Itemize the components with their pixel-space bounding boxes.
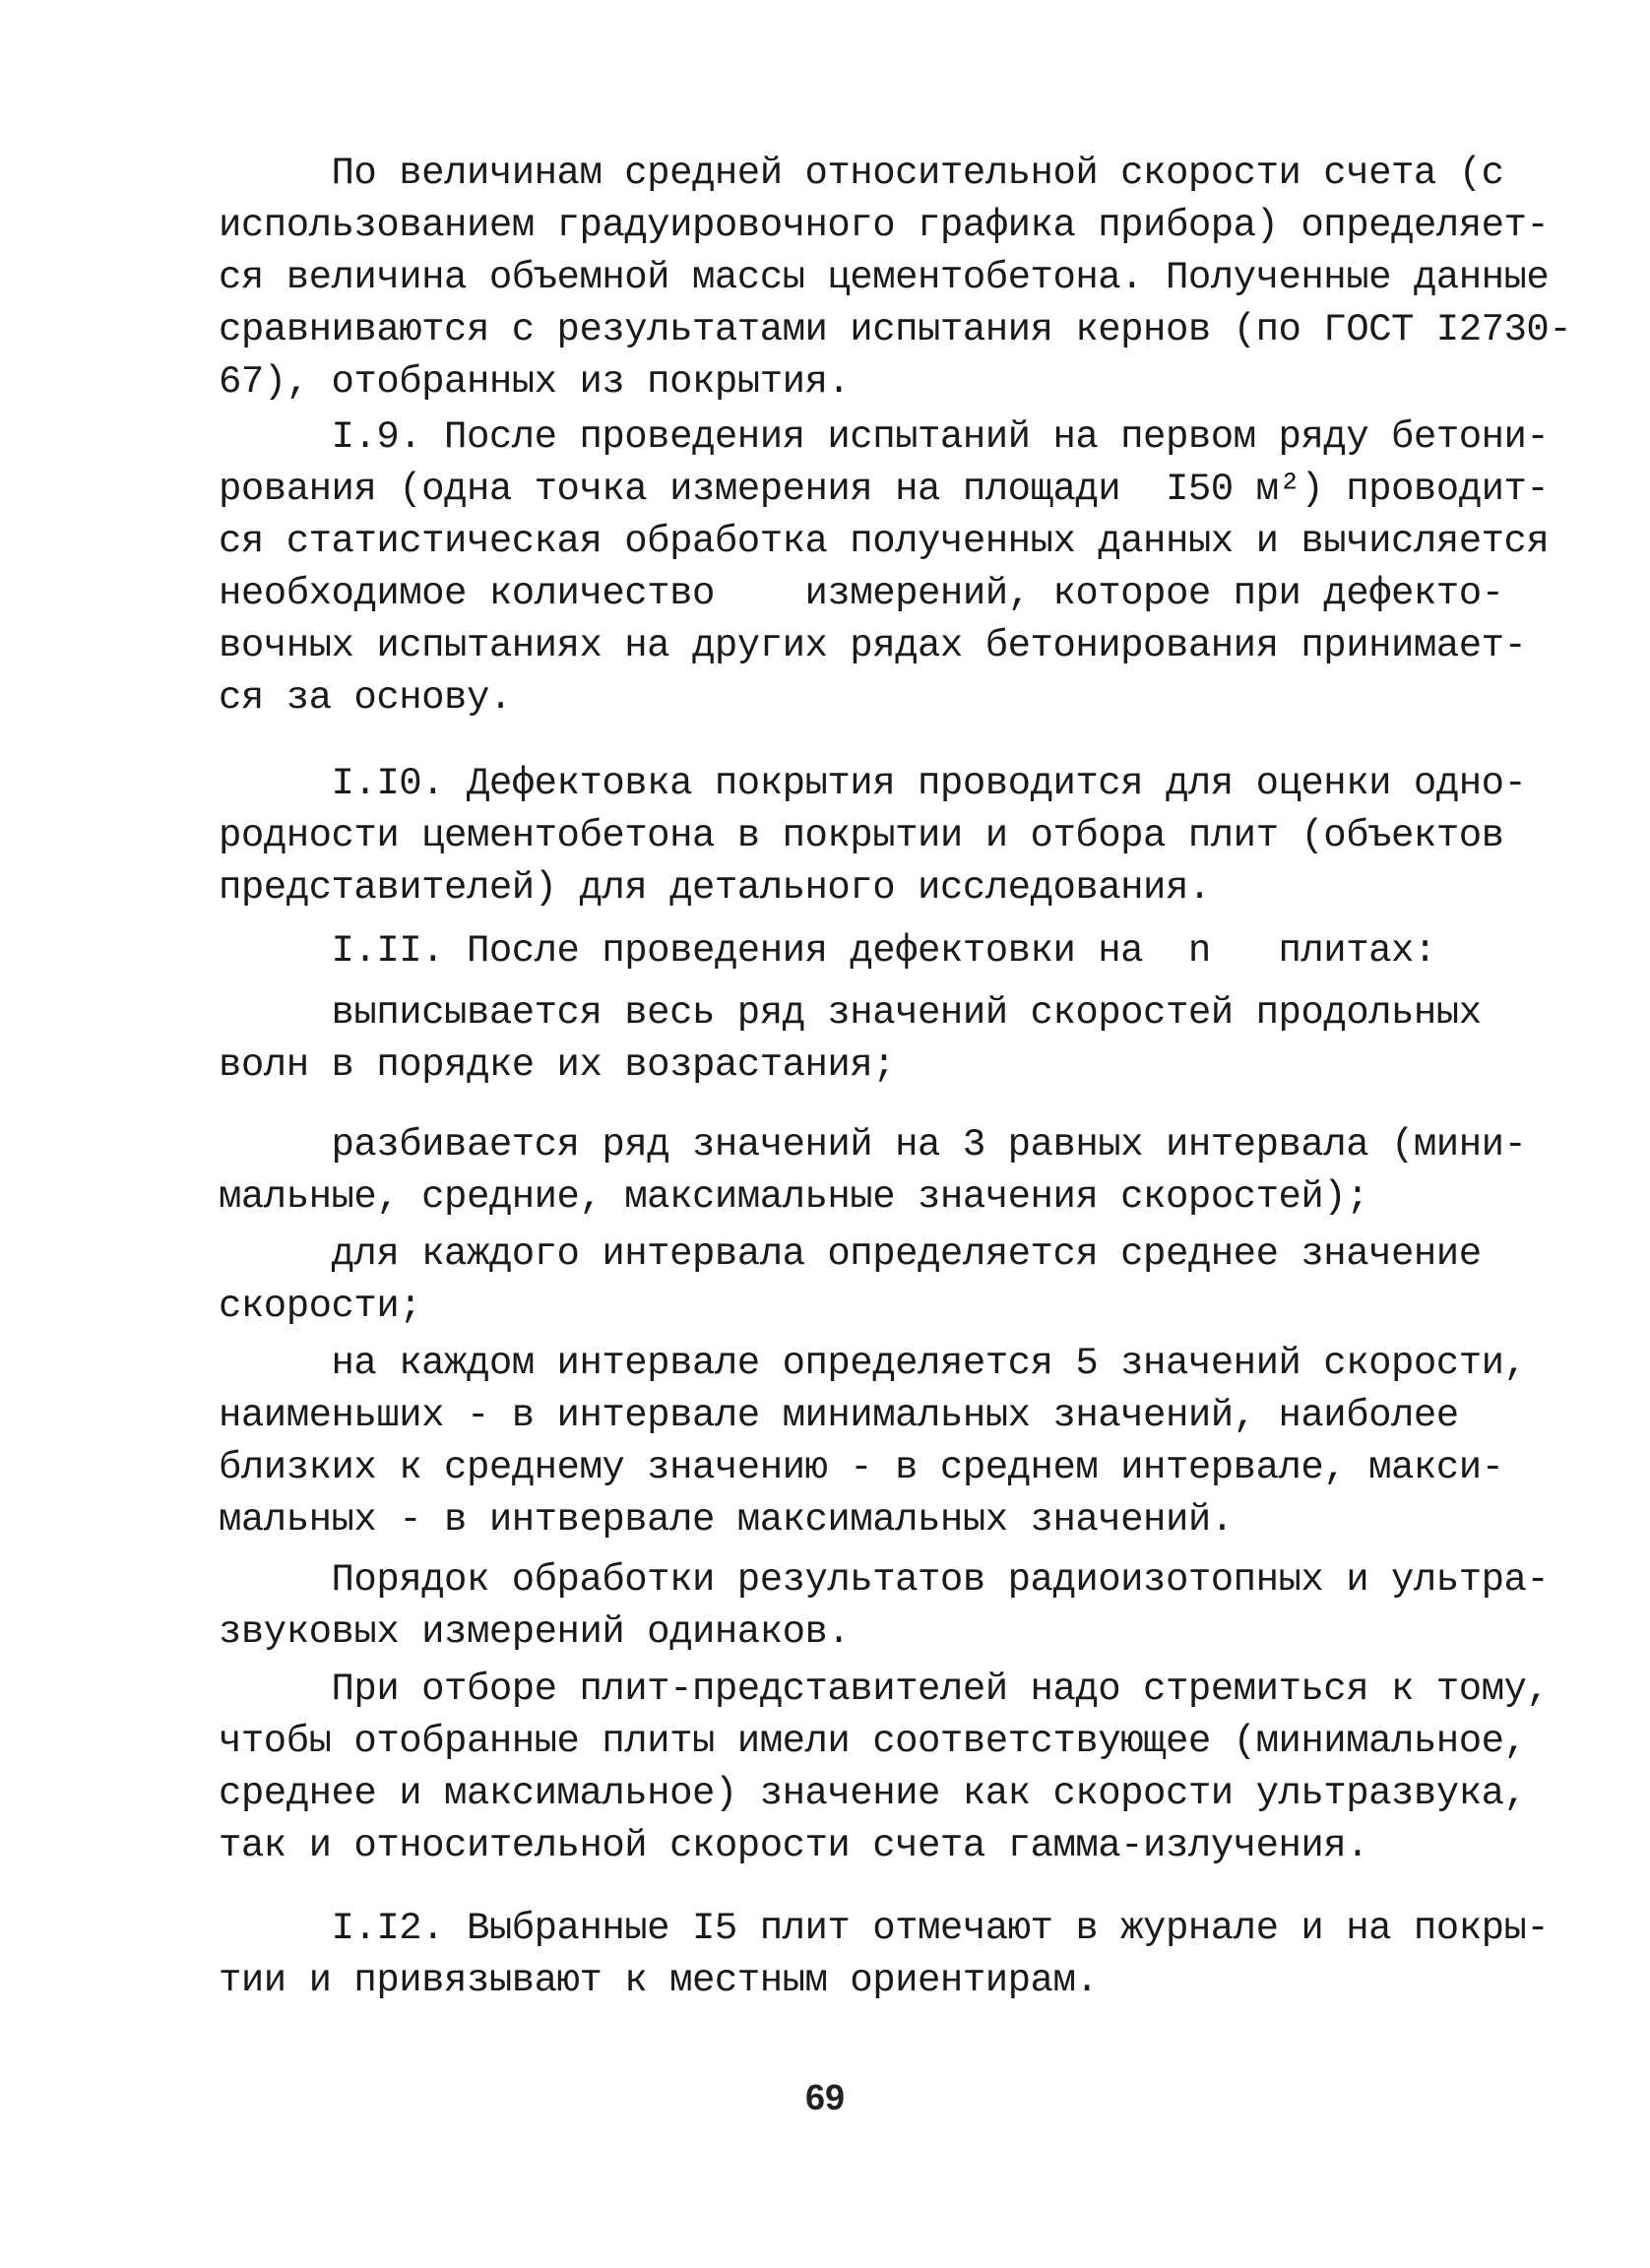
paragraph-slab-selection: При отборе плит-представителей надо стремиться к тому, чтобы отобранные плиты имели соответствующее (минимальное, среднее и максимальное) значение как скорости ультразвука, так и относительной скорости счета гамма-излучения. [219,1668,1550,1867]
paragraph-1-10: I.I0. Дефектовка покрытия проводится для оценки одно- родности цементобетона в покрытии и отбора плит (объектов представителей) для детального исследования. [219,762,1527,910]
list-item-five-values: на каждом интервале определяется 5 значений скорости, наименьших - в интервале минимальных значений, наиболее близких к среднему значению - в среднем интервале, макси- мальных - в интвервале максимальных значений. [219,1342,1527,1542]
list-item-write-out-values: выписывается весь ряд значений скоростей продольных волн в порядке их возрастания; [219,991,1482,1087]
paragraph-1-9: I.9. После проведения испытаний на первом ряду бетони- рования (одна точка измерения на площади I50 м²) проводит- ся статистическая обработка полученных данных и вычисляется необходимое количество измерений, которое при дефекто- вочных испытаниях на других рядах бетонирования принимает- ся за основу. [219,415,1550,720]
list-item-interval-mean: для каждого интервала определяется среднее значение скорости; [219,1232,1482,1328]
paragraph-density-determination: По величинам средней относительной скорости счета (с использованием градуировочного графика прибора) определяет- ся величина объемной массы цементобетона. Полученные данные сравниваются с результатами испытания кернов (по ГОСТ I2730- 67), отобранных из покрытия. [219,152,1572,404]
page-number: 69 [804,2077,846,2117]
paragraph-1-11: I.II. После проведения дефектовки на n плитах: [219,929,1436,973]
paragraph-1-12: I.I2. Выбранные I5 плит отмечают в журнале и на покры- тии и привязывают к местным ориентирам. [219,1907,1550,2002]
paragraph-processing-order: Порядок обработки результатов радиоизотопных и ультра- звуковых измерений одинаков. [219,1558,1550,1654]
list-item-split-intervals: разбивается ряд значений на 3 равных интервала (мини- мальные, средние, максимальные значения скоростей); [219,1123,1527,1219]
